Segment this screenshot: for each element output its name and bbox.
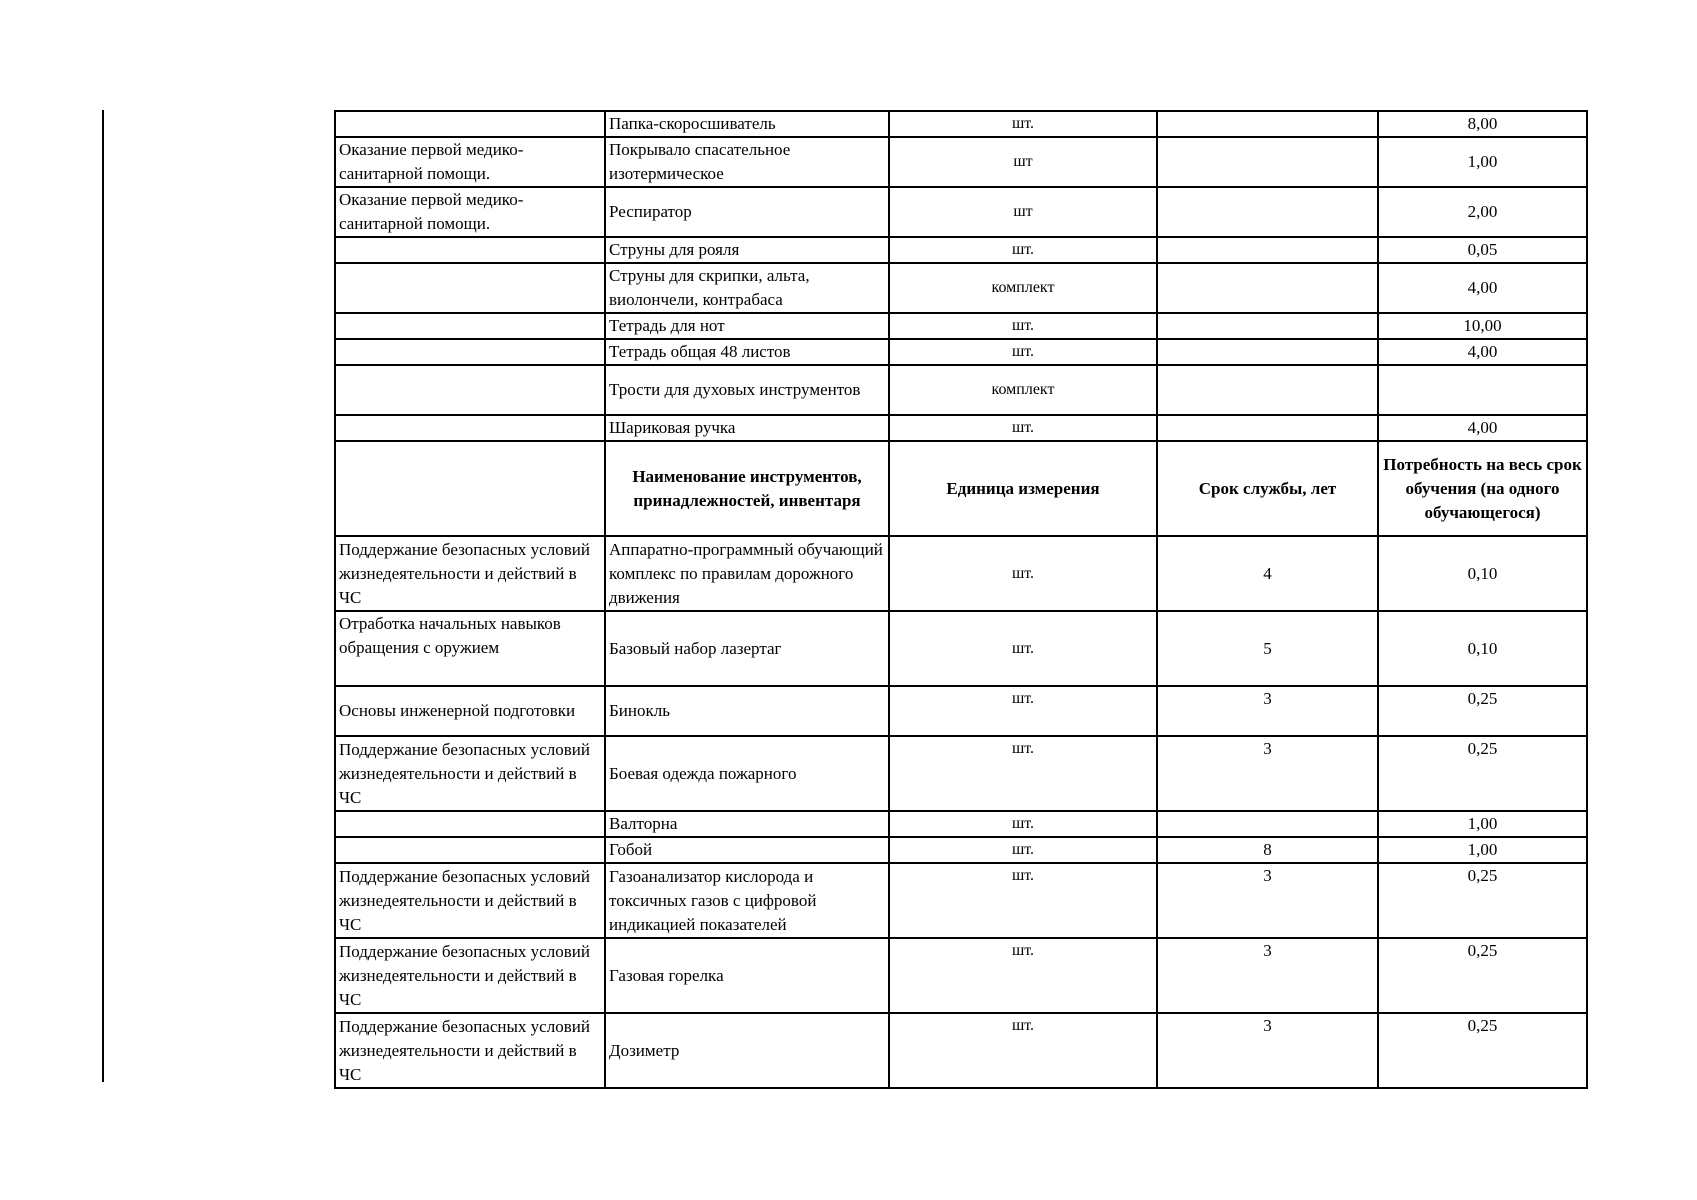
unit-cell: шт: [889, 137, 1157, 187]
table-row: [335, 611, 1587, 686]
section-cell: [335, 415, 605, 441]
service-life-cell: [1157, 111, 1378, 137]
unit-cell: шт.: [889, 837, 1157, 863]
need-cell: 1,00: [1378, 811, 1587, 837]
item-name-cell: Бинокль: [605, 686, 889, 736]
header-service-life: Срок службы, лет: [1157, 441, 1378, 536]
section-cell: [335, 111, 605, 137]
section-cell: Отработка начальных навыков обращения с оружием: [335, 611, 605, 686]
service-life-cell: [1157, 415, 1378, 441]
need-cell: 0,05: [1378, 237, 1587, 263]
need-cell: 0,25: [1378, 938, 1587, 1013]
service-life-cell: 5: [1157, 611, 1378, 686]
unit-cell: шт.: [889, 1013, 1157, 1088]
service-life-cell: [1157, 313, 1378, 339]
table-row: [335, 339, 1587, 365]
service-life-cell: 4: [1157, 536, 1378, 611]
table-row: [335, 938, 1587, 1013]
service-life-cell: [1157, 365, 1378, 415]
header-item-name: Наименование инструментов, принадлежностей, инвентаря: [605, 441, 889, 536]
service-life-cell: [1157, 811, 1378, 837]
service-life-cell: [1157, 339, 1378, 365]
header-need: Потребность на весь срок обучения (на одного обучающегося): [1378, 441, 1587, 536]
section-cell: [335, 339, 605, 365]
table-row: [335, 686, 1587, 736]
service-life-cell: 8: [1157, 837, 1378, 863]
need-cell: 0,25: [1378, 736, 1587, 811]
table-row: [335, 365, 1587, 415]
section-cell: [335, 811, 605, 837]
service-life-cell: 3: [1157, 686, 1378, 736]
table-row: [335, 1013, 1587, 1088]
table-row: [335, 313, 1587, 339]
service-life-cell: 3: [1157, 736, 1378, 811]
table-row: [335, 415, 1587, 441]
need-cell: 4,00: [1378, 263, 1587, 313]
unit-cell: шт.: [889, 811, 1157, 837]
unit-cell: шт.: [889, 237, 1157, 263]
need-cell: 0,25: [1378, 686, 1587, 736]
section-cell: Поддержание безопасных условий жизнедеятельности и действий в ЧС: [335, 536, 605, 611]
section-cell: Поддержание безопасных условий жизнедеятельности и действий в ЧС: [335, 736, 605, 811]
item-name-cell: Респиратор: [605, 187, 889, 237]
need-cell: 0,25: [1378, 1013, 1587, 1088]
unit-cell: шт.: [889, 938, 1157, 1013]
item-name-cell: Базовый набор лазертаг: [605, 611, 889, 686]
item-name-cell: Гобой: [605, 837, 889, 863]
inventory-table: [334, 110, 1588, 1089]
section-cell: Поддержание безопасных условий жизнедеятельности и действий в ЧС: [335, 938, 605, 1013]
need-cell: 0,25: [1378, 863, 1587, 938]
need-cell: 2,00: [1378, 187, 1587, 237]
section-cell: [335, 313, 605, 339]
item-name-cell: Аппаратно-программный обучающий комплекс по правилам дорожного движения: [605, 536, 889, 611]
table-row: [335, 237, 1587, 263]
section-cell: Оказание первой медико-санитарной помощи.: [335, 187, 605, 237]
unit-cell: шт.: [889, 313, 1157, 339]
unit-cell: шт.: [889, 863, 1157, 938]
unit-cell: комплект: [889, 263, 1157, 313]
item-name-cell: Трости для духовых инструментов: [605, 365, 889, 415]
item-name-cell: Шариковая ручка: [605, 415, 889, 441]
item-name-cell: Дозиметр: [605, 1013, 889, 1088]
page-margin-line: [102, 110, 104, 1082]
section-cell: [335, 237, 605, 263]
table-row: [335, 837, 1587, 863]
item-name-cell: Валторна: [605, 811, 889, 837]
need-cell: 0,10: [1378, 611, 1587, 686]
item-name-cell: Тетрадь общая 48 листов: [605, 339, 889, 365]
service-life-cell: [1157, 137, 1378, 187]
need-cell: 1,00: [1378, 837, 1587, 863]
unit-cell: шт.: [889, 611, 1157, 686]
section-cell: Оказание первой медико-санитарной помощи.: [335, 137, 605, 187]
section-cell: [335, 837, 605, 863]
item-name-cell: Покрывало спасательное изотермическое: [605, 137, 889, 187]
service-life-cell: [1157, 237, 1378, 263]
table-row: [335, 863, 1587, 938]
section-cell: [335, 365, 605, 415]
unit-cell: шт: [889, 187, 1157, 237]
table-row: [335, 736, 1587, 811]
table-row: [335, 187, 1587, 237]
service-life-cell: 3: [1157, 863, 1378, 938]
unit-cell: шт.: [889, 339, 1157, 365]
item-name-cell: Тетрадь для нот: [605, 313, 889, 339]
unit-cell: шт.: [889, 686, 1157, 736]
section-cell: Основы инженерной подготовки: [335, 686, 605, 736]
unit-cell: комплект: [889, 365, 1157, 415]
section-cell: Поддержание безопасных условий жизнедеятельности и действий в ЧС: [335, 863, 605, 938]
service-life-cell: 3: [1157, 938, 1378, 1013]
service-life-cell: [1157, 187, 1378, 237]
need-cell: 4,00: [1378, 415, 1587, 441]
item-name-cell: Папка-скоросшиватель: [605, 111, 889, 137]
item-name-cell: Струны для скрипки, альта, виолончели, контрабаса: [605, 263, 889, 313]
unit-cell: шт.: [889, 111, 1157, 137]
table-row: [335, 811, 1587, 837]
section-cell: [335, 263, 605, 313]
item-name-cell: Струны для рояля: [605, 237, 889, 263]
need-cell: 1,00: [1378, 137, 1587, 187]
header-cell-empty: [335, 441, 605, 536]
item-name-cell: Газоанализатор кислорода и токсичных газов с цифровой индикацией показателей: [605, 863, 889, 938]
header-unit: Единица измерения: [889, 441, 1157, 536]
need-cell: 4,00: [1378, 339, 1587, 365]
need-cell: 8,00: [1378, 111, 1587, 137]
need-cell: [1378, 365, 1587, 415]
table-row: [335, 263, 1587, 313]
unit-cell: шт.: [889, 536, 1157, 611]
table-row: [335, 111, 1587, 137]
item-name-cell: Боевая одежда пожарного: [605, 736, 889, 811]
table-row: [335, 536, 1587, 611]
need-cell: 0,10: [1378, 536, 1587, 611]
section-cell: Поддержание безопасных условий жизнедеятельности и действий в ЧС: [335, 1013, 605, 1088]
item-name-cell: Газовая горелка: [605, 938, 889, 1013]
table-header-row: [335, 441, 1587, 536]
service-life-cell: 3: [1157, 1013, 1378, 1088]
unit-cell: шт.: [889, 736, 1157, 811]
unit-cell: шт.: [889, 415, 1157, 441]
service-life-cell: [1157, 263, 1378, 313]
table-row: [335, 137, 1587, 187]
need-cell: 10,00: [1378, 313, 1587, 339]
